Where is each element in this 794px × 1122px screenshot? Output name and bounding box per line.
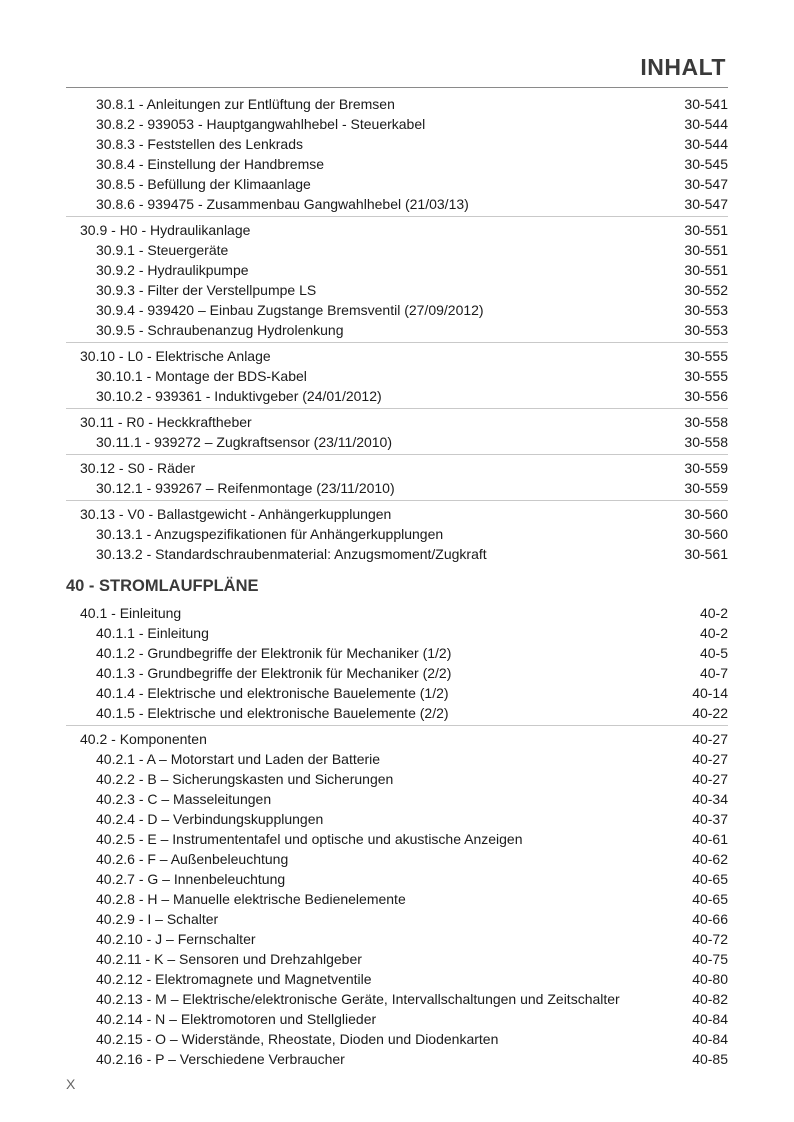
- page-title: INHALT: [640, 54, 726, 80]
- toc-entry-subsection[interactable]: [66, 134, 728, 154]
- toc-entry-page: 40-65: [692, 891, 728, 907]
- toc-entry-page: 30-547: [684, 176, 728, 192]
- toc-entry-subsection[interactable]: [66, 949, 728, 969]
- toc-entry-title: 40.2.6 - F – Außenbeleuchtung: [96, 851, 289, 867]
- toc-entry-subsection[interactable]: [66, 703, 728, 723]
- toc-entry-page: 40-34: [692, 791, 728, 807]
- toc-entry-subsection[interactable]: [66, 386, 728, 406]
- toc-entry-title: 40.1.4 - Elektrische und elektronische Bauelemente (1/2): [96, 685, 449, 701]
- toc-entry-title: 30.13 - V0 - Ballastgewicht - Anhängerkupplungen: [80, 506, 392, 522]
- toc-entry-page: 30-551: [684, 262, 728, 278]
- toc-entry-title: 30.11.1 - 939272 – Zugkraftsensor (23/11/2010): [96, 434, 393, 450]
- toc-entry-title: 30.9.1 - Steuergeräte: [96, 242, 229, 258]
- toc-entry-title: 40.2.12 - Elektromagnete und Magnetventile: [96, 971, 372, 987]
- toc-entry-subsection[interactable]: [66, 749, 728, 769]
- toc-entry-page: 30-561: [684, 546, 728, 562]
- toc-entry-page: 30-560: [684, 526, 728, 542]
- toc-entry-subsection[interactable]: [66, 889, 728, 909]
- toc-entry-title: 30.10.2 - 939361 - Induktivgeber (24/01/2012): [96, 388, 382, 404]
- toc-entry-subsection[interactable]: [66, 154, 728, 174]
- toc-entry-page: 40-7: [699, 665, 728, 681]
- toc-entry-page: 40-27: [692, 771, 728, 787]
- toc-entry-subsection[interactable]: [66, 478, 728, 498]
- toc-entry-section[interactable]: [66, 458, 728, 478]
- toc-entry-title: 30.9.3 - Filter der Verstellpumpe LS: [96, 282, 317, 298]
- toc-entry-page: 30-544: [684, 136, 728, 152]
- toc-entry-page: 30-559: [684, 460, 728, 476]
- toc-section: [66, 216, 728, 342]
- toc-entry-title: 40.2.1 - A – Motorstart und Laden der Batterie: [96, 751, 381, 767]
- toc-section: [66, 342, 728, 408]
- toc-entry-title: 40.1.2 - Grundbegriffe der Elektronik für Mechaniker (1/2): [96, 645, 452, 661]
- toc-entry-title: 30.8.5 - Befüllung der Klimaanlage: [96, 176, 311, 192]
- toc-entry-title: 30.8.6 - 939475 - Zusammenbau Gangwahlhebel (21/03/13): [96, 196, 469, 212]
- toc-entry-subsection[interactable]: [66, 809, 728, 829]
- toc-entry-page: 30-551: [684, 242, 728, 258]
- toc-entry-page: 40-75: [692, 951, 728, 967]
- toc-entry-section[interactable]: [66, 220, 728, 240]
- toc-entry-page: 30-558: [684, 434, 728, 450]
- toc-entry-title: 40.1.1 - Einleitung: [96, 625, 209, 641]
- toc-entry-title: 30.9.4 - 939420 – Einbau Zugstange Bremsventil (27/09/2012): [96, 302, 484, 318]
- toc-entry-page: 30-553: [684, 322, 728, 338]
- toc-entry-page: 40-5: [699, 645, 728, 661]
- toc-entry-section[interactable]: [66, 346, 728, 366]
- toc-entry-title: 30.13.1 - Anzugspezifikationen für Anhängerkupplungen: [96, 526, 444, 542]
- toc-entry-page: 40-65: [692, 871, 728, 887]
- toc-entry-title: 30.12.1 - 939267 – Reifenmontage (23/11/2010): [96, 480, 395, 496]
- toc-entry-subsection[interactable]: [66, 174, 728, 194]
- toc-entry-subsection[interactable]: [66, 1009, 728, 1029]
- toc-entry-title: 30.8.4 - Einstellung der Handbremse: [96, 156, 325, 172]
- toc-entry-title: 40.1 - Einleitung: [80, 605, 182, 621]
- toc-entry-subsection[interactable]: [66, 849, 728, 869]
- toc-entry-page: 40-84: [692, 1031, 728, 1047]
- toc-entry-title: 30.12 - S0 - Räder: [80, 460, 196, 476]
- toc-entry-page: 40-85: [692, 1051, 728, 1067]
- toc-entry-subsection[interactable]: [66, 114, 728, 134]
- toc-entry-title: 40.2 - Komponenten: [80, 731, 207, 747]
- toc-entry-subsection[interactable]: [66, 432, 728, 452]
- toc-entry-page: 30-553: [684, 302, 728, 318]
- toc-entry-page: 30-541: [684, 96, 728, 112]
- toc-entry-subsection[interactable]: [66, 194, 728, 214]
- toc-entry-subsection[interactable]: [66, 240, 728, 260]
- toc-entry-title: 40.2.14 - N – Elektromotoren und Stellglieder: [96, 1011, 377, 1027]
- toc-entry-page: 30-559: [684, 480, 728, 496]
- toc-entry-subsection[interactable]: [66, 1029, 728, 1049]
- toc-entry-page: 30-552: [684, 282, 728, 298]
- toc-entry-title: 30.13.2 - Standardschraubenmaterial: Anzugsmoment/Zugkraft: [96, 546, 487, 562]
- toc-entry-subsection[interactable]: [66, 623, 728, 643]
- toc-entry-title: 30.10.1 - Montage der BDS-Kabel: [96, 368, 307, 384]
- toc-entry-title: 40.2.15 - O – Widerstände, Rheostate, Dioden und Diodenkarten: [96, 1031, 499, 1047]
- toc-entry-page: 30-555: [684, 368, 728, 384]
- toc-entry-title: 40.2.7 - G – Innenbeleuchtung: [96, 871, 286, 887]
- toc-section: [66, 600, 728, 725]
- toc-entry-page: 40-61: [692, 831, 728, 847]
- toc-entry-section[interactable]: [66, 603, 728, 623]
- toc-entry-title: 40.1.3 - Grundbegriffe der Elektronik für Mechaniker (2/2): [96, 665, 452, 681]
- toc-section: [66, 454, 728, 500]
- toc-entry-page: 30-547: [684, 196, 728, 212]
- toc-entry-title: 30.11 - R0 - Heckkraftheber: [80, 414, 252, 430]
- toc-entry-section[interactable]: [66, 504, 728, 524]
- toc-entry-title: 40.2.8 - H – Manuelle elektrische Bedienelemente: [96, 891, 406, 907]
- toc-entry-title: 40.2.16 - P – Verschiedene Verbraucher: [96, 1051, 345, 1067]
- toc-entry-section[interactable]: [66, 729, 728, 749]
- toc-entry-page: 40-62: [692, 851, 728, 867]
- toc-entry-title: 40.2.11 - K – Sensoren und Drehzahlgeber: [96, 951, 362, 967]
- toc-entry-subsection[interactable]: [66, 909, 728, 929]
- toc-entry-subsection[interactable]: [66, 280, 728, 300]
- toc-entry-subsection[interactable]: [66, 929, 728, 949]
- toc-entry-page: 30-560: [684, 506, 728, 522]
- page-number: X: [66, 1076, 76, 1092]
- toc-entry-section[interactable]: [66, 412, 728, 432]
- toc-entry-title: 40.2.4 - D – Verbindungskupplungen: [96, 811, 324, 827]
- toc-entry-subsection[interactable]: [66, 1049, 728, 1069]
- toc-entry-subsection[interactable]: [66, 643, 728, 663]
- toc-section: [66, 91, 728, 216]
- toc-entry-subsection[interactable]: [66, 829, 728, 849]
- toc-entry-page: 40-66: [692, 911, 728, 927]
- toc-entry-subsection[interactable]: [66, 320, 728, 340]
- toc-entry-subsection[interactable]: [66, 94, 728, 114]
- toc-entry-subsection[interactable]: [66, 769, 728, 789]
- toc-entry-subsection[interactable]: [66, 969, 728, 989]
- toc-entry-title: 30.8.1 - Anleitungen zur Entlüftung der Bremsen: [96, 96, 395, 112]
- toc-entry-page: 40-80: [692, 971, 728, 987]
- toc-entry-title: 40.2.9 - I – Schalter: [96, 911, 219, 927]
- toc-entry-title: 40.2.2 - B – Sicherungskasten und Sicherungen: [96, 771, 394, 787]
- toc-entry-page: 30-545: [684, 156, 728, 172]
- toc-entry-subsection[interactable]: [66, 366, 728, 386]
- toc-entry-page: 30-556: [684, 388, 728, 404]
- toc-entry-title: 40.1.5 - Elektrische und elektronische Bauelemente (2/2): [96, 705, 449, 721]
- toc-entry-page: 30-558: [684, 414, 728, 430]
- toc-section: [66, 725, 728, 1071]
- toc-entry-subsection[interactable]: [66, 789, 728, 809]
- toc-entry-subsection[interactable]: [66, 683, 728, 703]
- toc-entry-page: 40-14: [692, 685, 728, 701]
- toc-entry-page: 40-37: [692, 811, 728, 827]
- toc-entry-page: 30-555: [684, 348, 728, 364]
- toc-entry-subsection[interactable]: [66, 544, 728, 564]
- toc-entry-title: 40.2.13 - M – Elektrische/elektronische Geräte, Intervallschaltungen und Zeitschalter: [96, 991, 620, 1007]
- header-divider: [66, 87, 728, 88]
- toc-entry-subsection[interactable]: [66, 260, 728, 280]
- toc-entry-page: 40-84: [692, 1011, 728, 1027]
- toc-section: [66, 500, 728, 566]
- toc-entry-page: 40-22: [692, 705, 728, 721]
- toc-entry-page: 30-551: [684, 222, 728, 238]
- toc-entry-page: 40-82: [692, 991, 728, 1007]
- toc-entry-page: 40-27: [692, 731, 728, 747]
- toc-entry-subsection[interactable]: [66, 663, 728, 683]
- toc-entry-title: 40.2.10 - J – Fernschalter: [96, 931, 256, 947]
- table-of-contents: [66, 91, 728, 1071]
- toc-entry-title: 30.8.2 - 939053 - Hauptgangwahlhebel - Steuerkabel: [96, 116, 426, 132]
- toc-entry-page: 40-27: [692, 751, 728, 767]
- toc-entry-title: 40.2.5 - E – Instrumententafel und optische und akustische Anzeigen: [96, 831, 523, 847]
- toc-entry-title: 30.8.3 - Feststellen des Lenkrads: [96, 136, 304, 152]
- toc-entry-title: 30.9.2 - Hydraulikpumpe: [96, 262, 249, 278]
- toc-entry-page: 30-544: [684, 116, 728, 132]
- toc-entry-title: 30.9.5 - Schraubenanzug Hydrolenkung: [96, 322, 344, 338]
- toc-section: [66, 408, 728, 454]
- toc-entry-title: 30.9 - H0 - Hydraulikanlage: [80, 222, 251, 238]
- toc-entry-page: 40-2: [699, 605, 728, 621]
- toc-entry-title: 40.2.3 - C – Masseleitungen: [96, 791, 272, 807]
- toc-entry-subsection[interactable]: [66, 869, 728, 889]
- toc-entry-page: 40-2: [699, 625, 728, 641]
- toc-entry-subsection[interactable]: [66, 989, 728, 1009]
- toc-entry-title: 30.10 - L0 - Elektrische Anlage: [80, 348, 271, 364]
- toc-entry-page: 40-72: [692, 931, 728, 947]
- toc-entry-subsection[interactable]: [66, 524, 728, 544]
- chapter-heading: 40 - STROMLAUFPLÄNE: [66, 577, 259, 595]
- toc-entry-subsection[interactable]: [66, 300, 728, 320]
